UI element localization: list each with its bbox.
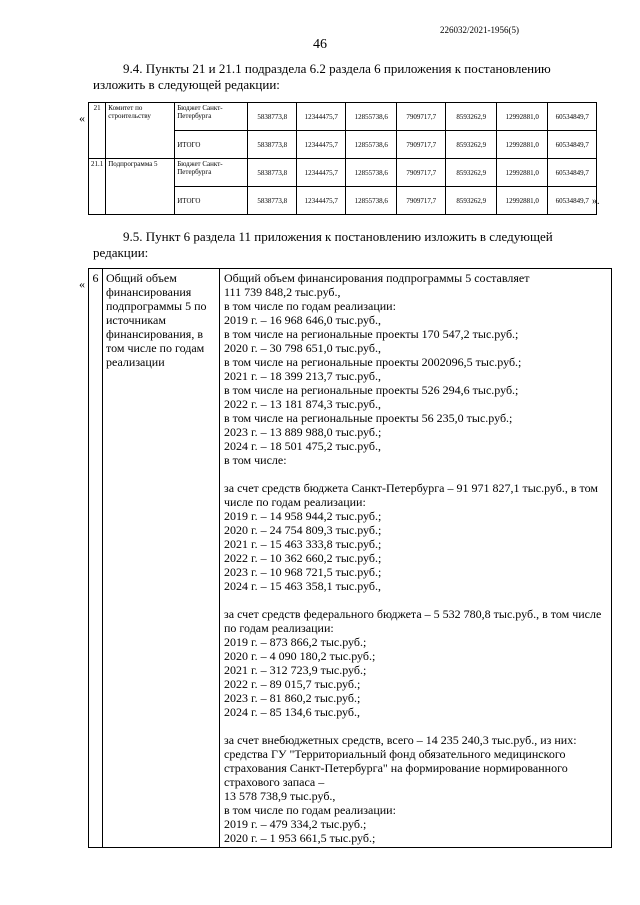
table-cell: 60534849,7 [548, 187, 597, 215]
text-line: в том числе на региональные проекты 56 235,0 тыс.руб.; [224, 411, 513, 425]
table-row [89, 269, 612, 848]
table-cell: 60534849,7 [548, 159, 597, 187]
text-line: 2023 г. – 13 889 988,0 тыс.руб.; [224, 425, 382, 439]
table-cell: 12344475,7 [297, 131, 346, 159]
text-line: 2021 г. – 18 399 213,7 тыс.руб., [224, 369, 381, 383]
table-cell: 12855738,6 [346, 131, 397, 159]
financing-table-9-4 [88, 102, 597, 215]
text-line: за счет средств федерального бюджета – 5 532 780,8 тыс.руб., в том числе по годам реализации: [224, 607, 602, 635]
text-line: 2022 г. – 13 181 874,3 тыс.руб., [224, 397, 381, 411]
paragraph-9-5-line1: 9.5. Пункт 6 раздела 11 приложения к постановлению изложить в следующей [123, 229, 553, 244]
spacer [224, 719, 607, 733]
text-line: за счет внебюджетных средств, всего – 14 235 240,3 тыс.руб., из них: [224, 733, 577, 747]
text-line: 2019 г. – 873 866,2 тыс.руб.; [224, 635, 367, 649]
table-cell: 8593262,9 [446, 159, 497, 187]
text-line: 2019 г. – 479 334,2 тыс.руб.; [224, 817, 367, 831]
funding-source: Бюджет Санкт-Петербурга [175, 103, 248, 131]
table-cell: 7909717,7 [397, 159, 446, 187]
table-cell: 5838773,8 [248, 103, 297, 131]
text-line: средства ГУ "Территориальный фонд обязательного медицинского страхования Санкт-Петербурга" на формирование нормированного страхового запаса – [224, 747, 568, 789]
table-cell: 60534849,7 [548, 131, 597, 159]
row-number: 21 [89, 103, 106, 159]
text-line: 2021 г. – 15 463 333,8 тыс.руб.; [224, 537, 382, 551]
text-line: 2024 г. – 15 463 358,1 тыс.руб., [224, 579, 381, 593]
table-cell: 7909717,7 [397, 187, 446, 215]
financing-table-9-5 [88, 268, 612, 848]
table-cell: 12855738,6 [346, 187, 397, 215]
table-cell: 5838773,8 [248, 131, 297, 159]
paragraph-9-4 [93, 61, 596, 93]
table-cell: 7909717,7 [397, 103, 446, 131]
text-line: 2023 г. – 81 860,2 тыс.руб.; [224, 691, 361, 705]
text-line: за счет средств бюджета Санкт-Петербурга – 91 971 827,1 тыс.руб., в том числе по годам реализации: [224, 481, 598, 509]
row-name: Комитет по строительству [106, 103, 175, 159]
table-cell: 5838773,8 [248, 159, 297, 187]
document-id: 226032/2021-1956(5) [440, 25, 519, 35]
text-line: 2023 г. – 10 968 721,5 тыс.руб.; [224, 565, 382, 579]
funding-source: ИТОГО [175, 187, 248, 215]
row-number: 6 [89, 269, 103, 848]
text-line: 2020 г. – 30 798 651,0 тыс.руб., [224, 341, 381, 355]
table-cell: 5838773,8 [248, 187, 297, 215]
table-cell: 12992881,0 [497, 131, 548, 159]
text-line: 111 739 848,2 тыс.руб., [224, 285, 341, 299]
table-cell: 12344475,7 [297, 187, 346, 215]
funding-source: Бюджет Санкт-Петербурга [175, 159, 248, 187]
text-line: 2021 г. – 312 723,9 тыс.руб.; [224, 663, 367, 677]
paragraph-9-5 [93, 229, 596, 261]
text-line: в том числе: [224, 453, 287, 467]
text-line: 2019 г. – 16 968 646,0 тыс.руб., [224, 313, 381, 327]
paragraph-9-4-line1: 9.4. Пункты 21 и 21.1 подраздела 6.2 раздела 6 приложения к постановлению [123, 61, 551, 76]
page-number: 46 [313, 37, 327, 52]
spacer [224, 467, 607, 481]
table-cell: 12992881,0 [497, 159, 548, 187]
text-line: в том числе по годам реализации: [224, 299, 396, 313]
table-cell: 12992881,0 [497, 103, 548, 131]
table-row [89, 159, 597, 187]
table-cell: 12344475,7 [297, 103, 346, 131]
spacer [224, 593, 607, 607]
table-cell: 12992881,0 [497, 187, 548, 215]
text-line: 13 578 738,9 тыс.руб., [224, 789, 336, 803]
table-cell: 8593262,9 [446, 103, 497, 131]
text-line: 2024 г. – 85 134,6 тыс.руб., [224, 705, 360, 719]
text-line: в том числе на региональные проекты 526 294,6 тыс.руб.; [224, 383, 519, 397]
text-line: 2020 г. – 1 953 661,5 тыс.руб.; [224, 831, 376, 845]
text-line: 2022 г. – 10 362 660,2 тыс.руб.; [224, 551, 382, 565]
table-cell: 7909717,7 [397, 131, 446, 159]
table-cell: 12344475,7 [297, 159, 346, 187]
text-line: в том числе по годам реализации: [224, 803, 396, 817]
paragraph-9-5-line2: редакции: [93, 245, 149, 260]
table-cell: 8593262,9 [446, 131, 497, 159]
text-line: 2024 г. – 18 501 475,2 тыс.руб., [224, 439, 381, 453]
table-cell: 12855738,6 [346, 159, 397, 187]
table-row [89, 103, 597, 131]
text-line: в том числе на региональные проекты 2002096,5 тыс.руб.; [224, 355, 522, 369]
quote-close-mark: ». [592, 196, 600, 207]
paragraph-9-4-line2: изложить в следующей редакции: [93, 77, 280, 92]
row-name: Общий объем финансирования подпрограммы 5 по источникам финансирования, в том числе по годам реализации [103, 269, 220, 848]
text-line: в том числе на региональные проекты 170 547,2 тыс.руб.; [224, 327, 519, 341]
text-line: 2020 г. – 24 754 809,3 тыс.руб.; [224, 523, 382, 537]
financing-description [220, 269, 612, 848]
row-name: Подпрограмма 5 [106, 159, 175, 215]
text-line: 2020 г. – 4 090 180,2 тыс.руб.; [224, 649, 376, 663]
table-cell: 8593262,9 [446, 187, 497, 215]
row-number: 21.1 [89, 159, 106, 215]
quote-open-mark: « [79, 111, 85, 125]
text-line: 2022 г. – 89 015,7 тыс.руб.; [224, 677, 361, 691]
table-cell: 60534849,7 [548, 103, 597, 131]
text-line: 2019 г. – 14 958 944,2 тыс.руб.; [224, 509, 382, 523]
quote-open-mark: « [79, 277, 85, 291]
table-cell: 12855738,6 [346, 103, 397, 131]
funding-source: ИТОГО [175, 131, 248, 159]
text-line: Общий объем финансирования подпрограммы 5 составляет [224, 271, 530, 285]
